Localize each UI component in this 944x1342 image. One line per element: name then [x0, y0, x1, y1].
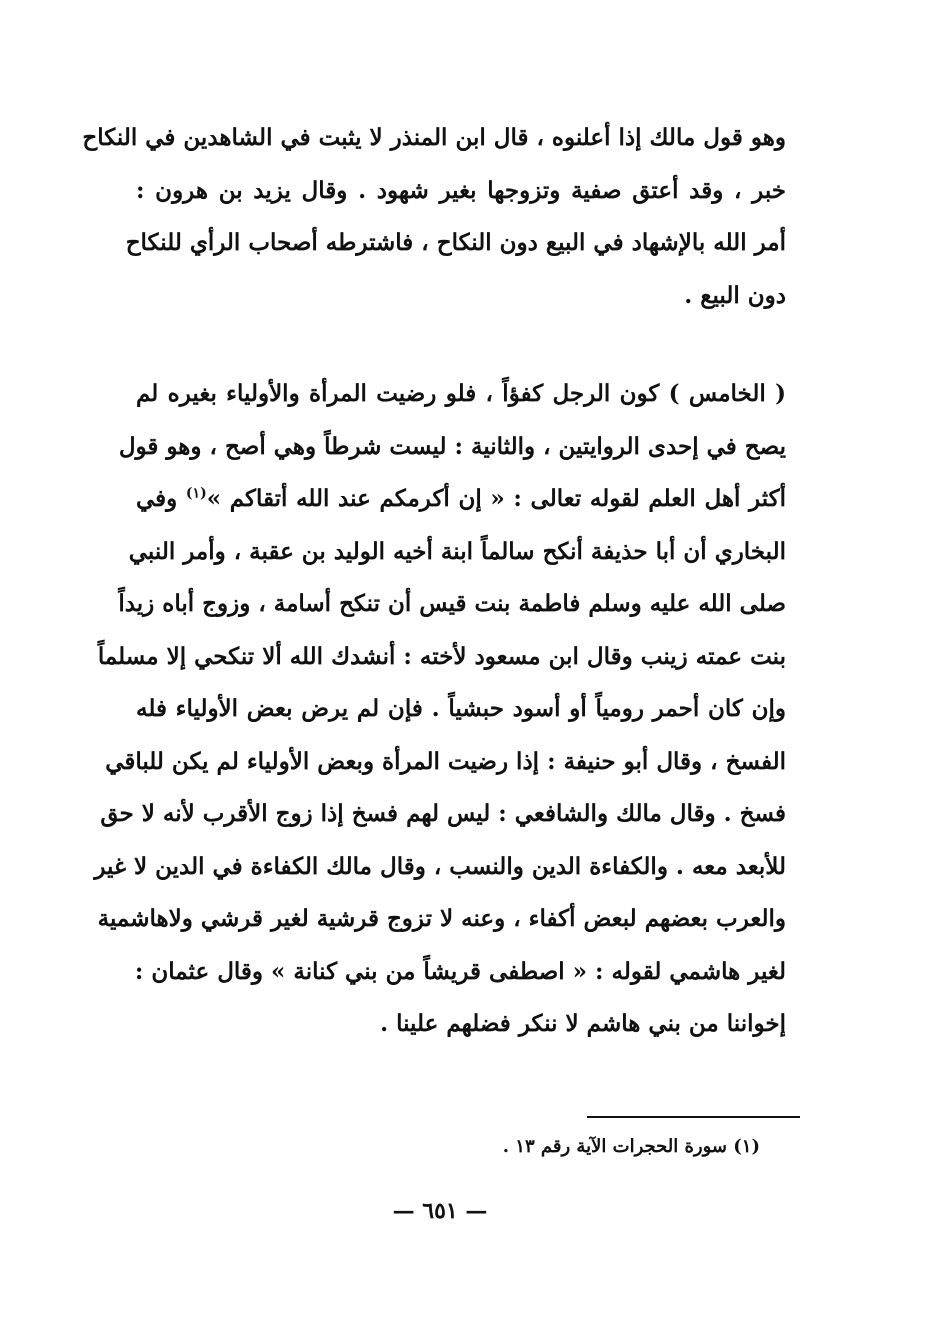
text-segment: وفي: [136, 485, 186, 512]
paragraph-1: [82, 112, 786, 322]
text-line: الفسخ ، وقال أبو حنيفة : إذا رضيت المرأة وبعض الأولياء لم يكن للباقي: [105, 747, 786, 775]
footnote-separator: [587, 1116, 800, 1118]
page-number: — ٦٥١ —: [392, 1198, 488, 1224]
text-line: بنت عمته زينب وقال ابن مسعود لأخته : أنشدك الله ألا تنكحي إلا مسلماً: [97, 642, 786, 670]
text-line: والعرب بعضهم لبعض أكفاء ، وعنه لا تزوج قرشية لغير قرشي ولاهاشمية: [97, 905, 786, 932]
text-line: ( الخامس ) كون الرجل كفؤاً ، فلو رضيت المرأة والأولياء بغيره لم: [136, 380, 786, 407]
text-segment: أكثر أهل العلم لقوله تعالى : « إن أكرمكم عند الله أتقاكم »: [206, 485, 786, 512]
text-line: وإن كان أحمر رومياً أو أسود حبشياً . فإن لم يرض بعض الأولياء فله: [136, 695, 786, 722]
text-line: لغير هاشمي لقوله : « اصطفى قريشاً من بني كنانة » وقال عثمان :: [134, 957, 786, 985]
text-line: إخواننا من بني هاشم لا ننكر فضلهم علينا .: [380, 1010, 786, 1037]
text-line: صلى الله عليه وسلم فاطمة بنت قيس أن تنكح أسامة ، وزوج أباه زيداً: [118, 590, 786, 617]
footnote: (١) سورة الحجرات الآية رقم ١٣ .: [502, 1136, 760, 1157]
text-line: فسخ . وقال مالك والشافعي : ليس لهم فسخ إذا زوج الأقرب لأنه لا حق: [100, 800, 786, 827]
paragraph-2: [94, 368, 786, 1051]
text-line: للأبعد معه . والكفاءة الدين والنسب ، وقال مالك الكفاءة في الدين لا غير: [94, 852, 786, 880]
text-line: خبر ، وقد أعتق صفية وتزوجها بغير شهود . وقال يزيد بن هرون :: [136, 176, 786, 204]
text-line: وهو قول مالك إذا أعلنوه ، قال ابن المنذر لا يثبت في الشاهدين في النكاح: [82, 124, 786, 151]
text-line-with-footnote: [136, 473, 786, 526]
footnote-reference: (١): [185, 485, 207, 502]
text-line: البخاري أن أبا حذيفة أنكح سالماً ابنة أخيه الوليد بن عقبة ، وأمر النبي: [128, 537, 786, 565]
text-line: دون البيع .: [684, 281, 786, 309]
paragraph-gap: [136, 322, 786, 368]
text-line: أمر الله بالإشهاد في البيع دون النكاح ، فاشترطه أصحاب الرأي للنكاح: [125, 229, 786, 256]
main-text: [82, 112, 786, 1051]
text-line: يصح في إحدى الروايتين ، والثانية : ليست شرطاً وهي أصح ، وهو قول: [118, 432, 786, 460]
